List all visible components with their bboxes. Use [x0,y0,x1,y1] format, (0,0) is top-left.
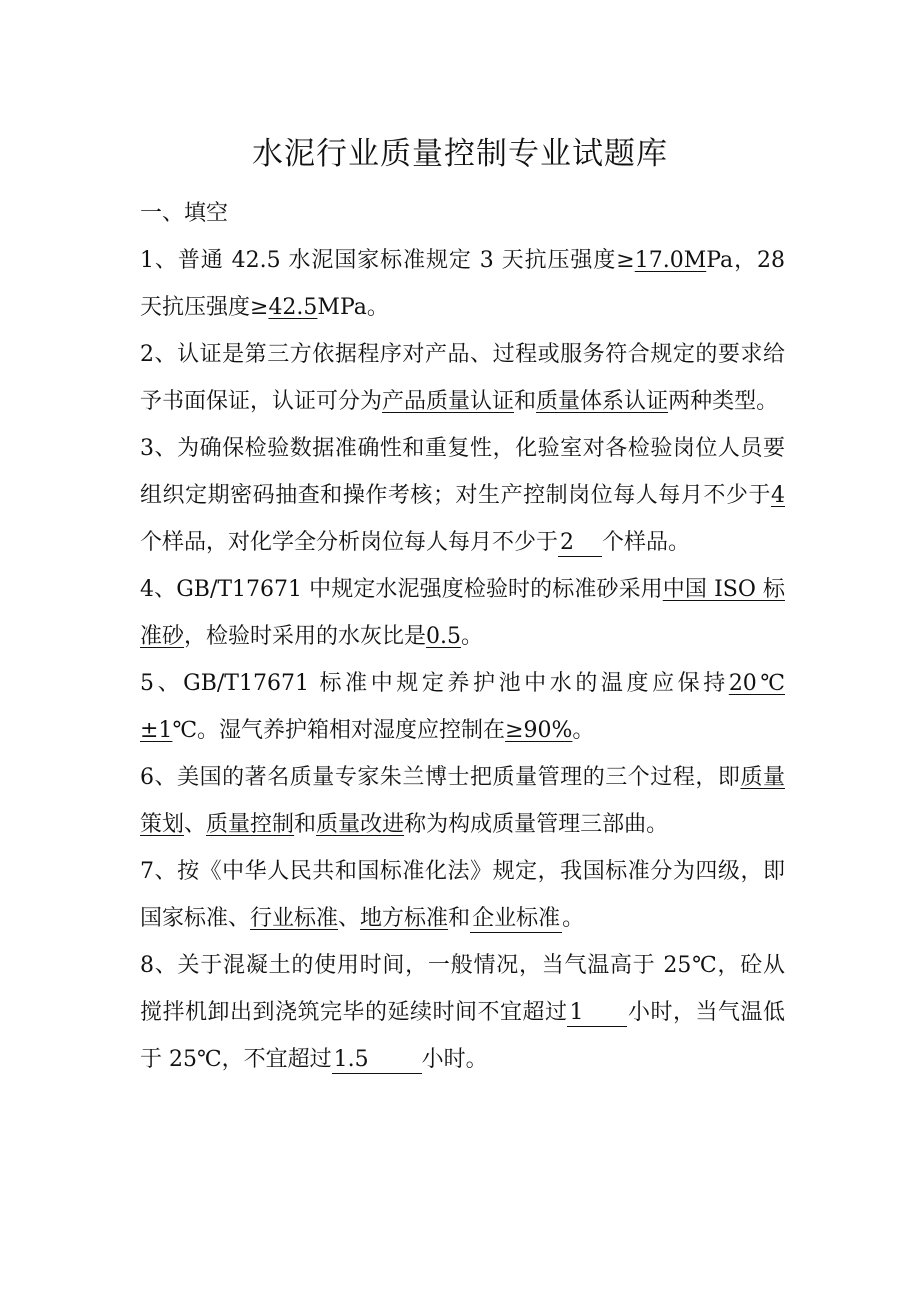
question-5 [140,660,785,754]
question-text: 5、GB/T17671 标准中规定养护池中水的温度应保持 [140,671,729,696]
answer-blank: 2 [558,530,602,557]
question-text: 称为构成质量管理三部曲。 [404,812,669,837]
section-heading: 一、填空 [140,201,229,226]
question-6 [140,754,785,848]
question-text: 个样品，对化学全分析岗位每人每月不少于 [140,530,559,555]
question-text: 和 [294,812,317,837]
answer-underline: 质量体系认证 [536,389,669,414]
question-text: 和 [514,389,537,414]
answer-underline: 质量策划 [140,765,785,837]
document-body [140,190,785,1083]
question-text: 个样品。 [602,530,691,555]
answer-underline: 地方标准 [360,906,449,931]
question-text: 两种类型。 [668,389,779,414]
question-text: MPa。 [317,295,389,320]
question-text: 2、认证是第三方依据程序对产品、过程或服务符合规定的要求给予书面保证，认证可分为 [140,342,785,414]
answer-underline: ≥90% [505,718,573,743]
answer-underline: 行业标准 [250,906,339,931]
question-text: 、 [184,812,207,837]
question-text: ℃。湿气养护箱相对湿度应控制在 [172,718,506,743]
answer-underline: 产品质量认证 [382,389,515,414]
question-text: 8、关于混凝土的使用时间，一般情况，当气温高于 25℃，砼从搅拌机卸出到浇筑完毕的延续时间不宜超过 [140,953,785,1025]
question-text: 1、普通 42.5 水泥国家标准规定 3 天抗压强度≥ [140,248,635,273]
question-text: 小时。 [421,1047,488,1072]
answer-blank: 1.5 [332,1047,422,1074]
answer-underline: 17.0M [634,248,707,273]
answer-underline: 4 [771,483,785,508]
answer-blank: 企业标准 [472,906,561,931]
question-text: 。 [572,718,595,743]
question-text: 6、美国的著名质量专家朱兰博士把质量管理的三个过程，即 [140,765,741,790]
question-7 [140,848,785,942]
question-text: Pa，28 天抗压强度≥ [140,248,785,320]
question-text: ，检验时采用的水灰比是 [184,624,427,649]
question-text: 小时，当气温低于 25℃，不宜超过 [140,1000,785,1072]
question-2 [140,331,785,425]
question-text: 3、为确保检验数据准确性和重复性，化验室对各检验岗位人员要组织定期密码抽查和操作考核；对生产控制岗位每人每月不少于 [140,436,785,508]
answer-underline: 0.5 [426,624,462,649]
question-4 [140,566,785,660]
answer-underline: 质量控制 [206,812,295,837]
question-3 [140,425,785,566]
question-text: 4、GB/T17671 中规定水泥强度检验时的标准砂采用 [140,577,663,602]
answer-underline: 质量改进 [316,812,405,837]
question-8 [140,942,785,1083]
document-title: 水泥行业质量控制专业试题库 [252,136,668,172]
answer-blank: 1 [567,1000,627,1027]
answer-underline: 42.5 [268,295,318,320]
question-1 [140,237,785,331]
answer-underline: 20℃±1 [140,671,785,743]
question-text: 、 [338,906,361,931]
question-text: 。 [562,906,585,931]
question-text: 7、按《中华人民共和国标准化法》规定，我国标准分为四级，即国家标准、 [140,859,785,931]
question-text: 。 [461,624,484,649]
answer-underline: 中国 ISO 标准砂 [140,577,785,649]
question-text: 和 [448,906,471,931]
